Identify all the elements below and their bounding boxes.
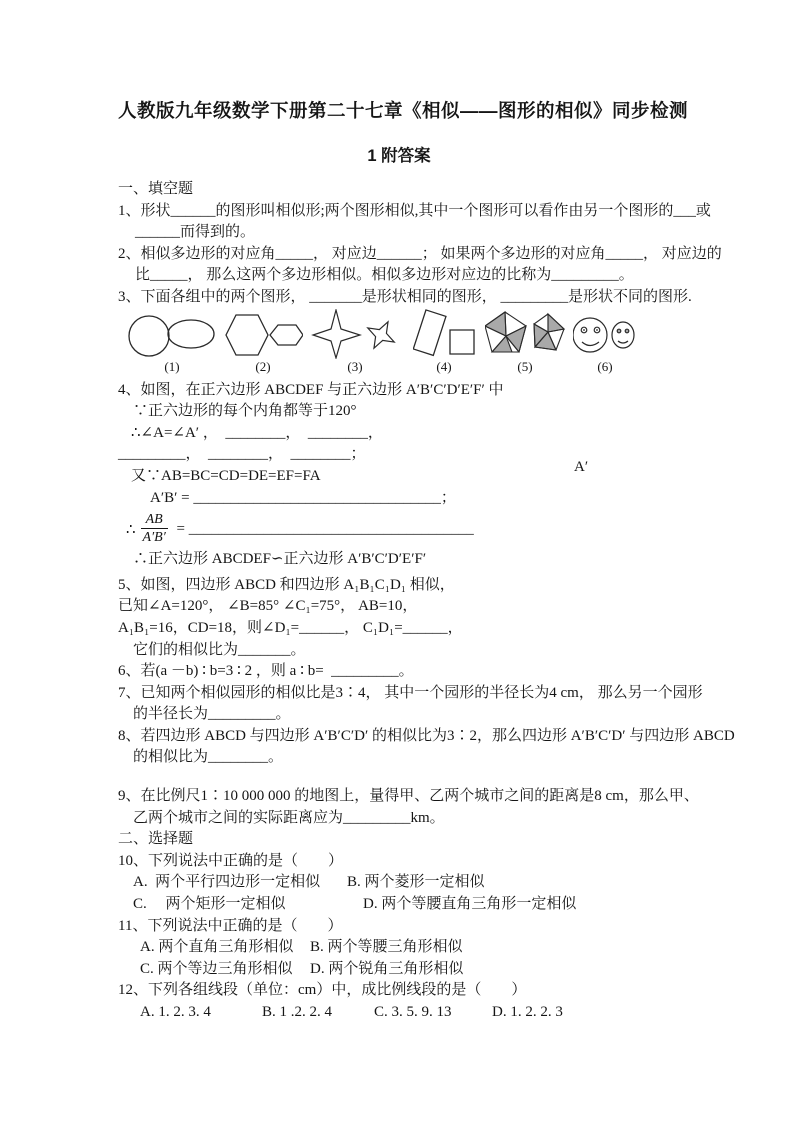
q1-line2: ______而得到的。 [135,224,256,241]
q12-stem: 12、下列各组线段（单位：cm）中，成比例线段的是（ ） [118,982,527,999]
q4-line4: _________， ________， ________； [118,446,366,463]
figure-label-3: (3) [347,358,363,374]
figure-label-5: (5) [517,358,533,374]
q11-stem: 11、下列说法中正确的是（ ） [118,917,343,934]
q10-options-row1 [118,872,680,894]
fraction-ab-over-a1b1 [141,512,168,546]
q2-line1: 2、相似多边形的对应角_____， 对应边______； 如果两个多边形的对应角_____， 对应边的 [118,245,722,262]
hexagon-pair-figure [223,309,303,359]
circle-ellipse-figure [128,309,216,359]
q9-line2: 乙两个城市之间的实际距离应为_________km。 [133,809,445,826]
q12-option-c: C. 3. 5. 9. 13 [374,1004,452,1020]
figure-group-5 [485,309,565,374]
q10-stem: 10、下列说法中正确的是（ ） [118,852,344,869]
q11-options-row1 [118,937,680,959]
q1-line1: 1、形状______的图形叫相似形;两个图形相似,其中一个图形可以看作由另一个图形的___或 [118,202,711,219]
q4-line3: ∴∠A=∠A′ ， ________， ________， [131,424,383,441]
fraction-numerator: AB [141,512,168,529]
q4-line5: 又∵AB=BC=CD=DE=EF=FA [131,467,321,484]
figure-label-1: (1) [164,358,180,374]
q10-option-c: C. 两个矩形一定相似 [133,896,286,913]
q11-option-a: A. 两个直角三角形相似 [140,939,294,956]
figure-group-3 [310,309,400,374]
q6-line: 6、若(a －b) ∶ b=3 ∶ 2 ，则 a ∶ b= _________。 [118,663,414,680]
q11-option-b: B. 两个等腰三角形相似 [310,939,463,956]
q4-line6: A′B′ = _________________________________； [150,489,456,506]
q11-option-d: D. 两个锐角三角形相似 [310,960,464,977]
section-heading-fill: 一、填空题 [118,181,194,197]
q5-line3: A₁B₁=16，CD=18，则∠D₁=______， C₁D₁=______， [118,619,463,636]
smiley-pair-figure [573,309,637,359]
section-heading-choice: 二、选择题 [118,831,194,848]
q4-line2: ∵正六边形的每个内角都等于120° [133,403,357,420]
q5-line4: 它们的相似比为_______。 [133,641,306,658]
q12-option-a: A. 1. 2. 3. 4 [140,1004,211,1020]
q8-line2: 的相似比为________。 [133,749,284,766]
q7-line2: 的半径长为_________。 [133,706,291,723]
rectangle-square-figure [413,309,475,359]
q4-fraction-line [118,509,680,549]
figure-group-2 [223,309,303,374]
document-subtitle: 1 附答案 [367,147,431,165]
q5-line2: 已知∠A=120°， ∠B=85° ∠C₁=75°， AB=10， [118,598,418,615]
figure-label-4: (4) [436,358,452,374]
q10-option-d: D. 两个等腰直角三角形一定相似 [363,896,577,913]
q4-line1: 4、如图，在正六边形 ABCDEF 与正六边形 A′B′C′D′E′F′ 中 [118,381,504,398]
q5-line1: 5、如图，四边形 ABCD 和四边形 A₁B₁C₁D₁ 相似， [118,576,455,593]
document-content [118,0,735,1024]
q9-line1: 9、在比例尺1∶10 000 000 的地图上，量得甲、乙两个城市之间的距离是8 cm，那么甲、 [118,788,699,805]
q12-option-b: B. 1 .2. 2. 4 [262,1004,333,1020]
figure-group-6 [573,309,637,374]
fraction-denominator: A′B′ [142,530,166,546]
therefore-symbol: ∴ [126,521,136,538]
q8-line1: 8、若四边形 ABCD 与四边形 A′B′C′D′ 的相似比为3∶2，那么四边形 A′B′C′D′ 与四边形 ABCD [118,727,735,744]
figure-label-2: (2) [255,358,271,374]
figure-group-1 [128,309,216,374]
q12-option-d: D. 1. 2. 2. 3 [492,1004,563,1020]
q2-line2: 比_____， 那么这两个多边形相似。相似多边形对应边的比称为_________。 [135,267,634,284]
q10-option-b: B. 两个菱形一定相似 [347,874,485,891]
fraction-blank: = ______________________________________ [172,520,474,537]
q10-option-a: A. 两个平行四边形一定相似 [133,874,321,891]
q4-line8: ∴正六边形 ABCDEF∽正六边形 A′B′C′D′E′F′ [133,551,427,568]
q11-options-row2 [118,959,680,981]
figure-group-4 [413,309,475,374]
q3-line: 3、下面各组中的两个图形， _______是形状相同的图形， _________是形状不同的图形. [118,288,692,305]
document-title: 人教版九年级数学下册第二十七章《相似——图形的相似》同步检测 [118,100,689,121]
q12-options-row [118,1002,680,1024]
q3-figure-row [128,309,680,374]
pentagon-pair-figure [485,309,565,359]
figure-label-6: (6) [597,358,613,374]
q7-line1: 7、已知两个相似园形的相似比是3∶4， 其中一个园形的半径长为4 cm， 那么另一个园形 [118,684,703,701]
q11-option-c: C. 两个等边三角形相似 [140,960,293,977]
q10-options-row2 [118,894,680,916]
star-pair-figure [310,309,400,359]
hexagon-vertex-label-a-prime: A′ [574,459,589,475]
